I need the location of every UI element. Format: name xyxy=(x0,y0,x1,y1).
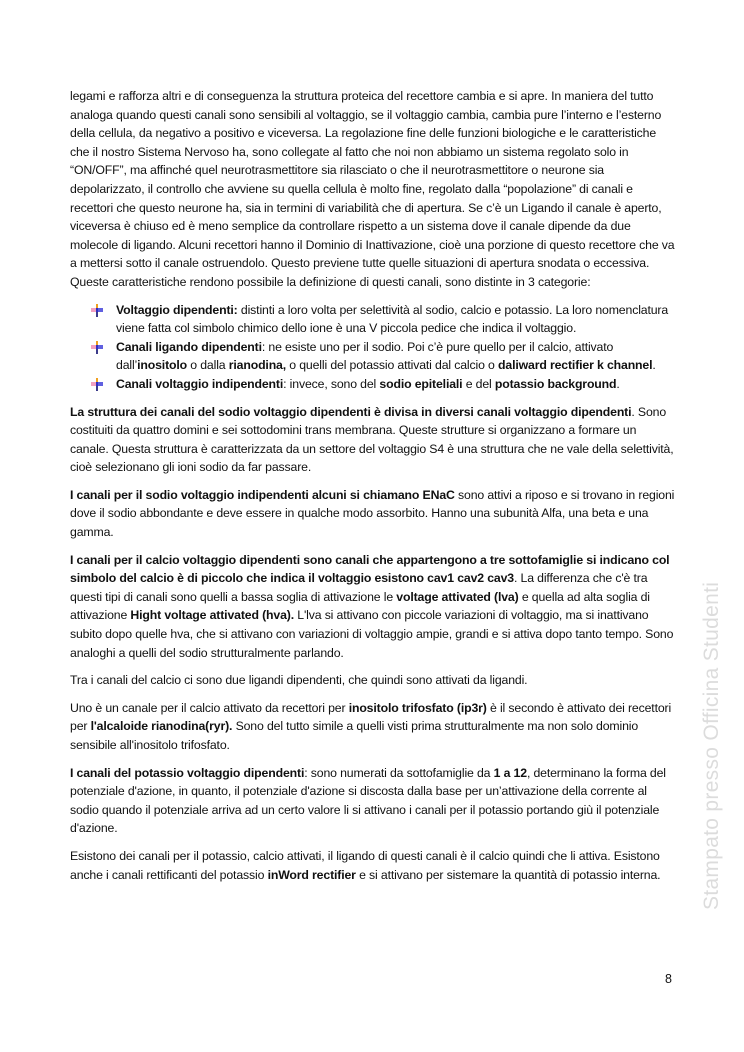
paragraph-calcio-ligandi xyxy=(70,671,676,690)
text-run: : sono numerati da sottofamiglie da xyxy=(304,765,494,780)
bold-text: I canali del potassio voltaggio dipendenti xyxy=(70,765,305,780)
arrow-down-bullet-icon xyxy=(90,378,104,391)
bullet-text xyxy=(116,303,668,336)
text-run: o quelli del potassio attivati dal calcio o xyxy=(286,358,499,373)
document-page xyxy=(70,87,676,893)
text-run: è il secondo è attivato dei recettori per xyxy=(70,700,672,734)
bold-text: inositolo xyxy=(137,358,188,373)
paragraph-enac xyxy=(70,486,676,542)
bold-text: daliward rectifier k channel xyxy=(498,358,653,373)
text-run: Esistono dei canali per il potassio, calcio attivati, il ligando di questi canali è il calcio quindi che li attiva. Esistono anche i canali rettificanti del potassio xyxy=(70,848,660,882)
text-run: o dalla xyxy=(187,358,229,373)
text-run: e quella ad alta soglia di attivazione xyxy=(70,589,650,623)
text-run: L'lva si attivano con piccole variazioni di voltaggio, ma si inattivano subito dopo quelle hva, che si attivano con variazioni di voltaggio ampie, grandi e si attiva dopo tanto tempo. Sono analoghi a quelli del sodio strutturalmente parlando. xyxy=(70,608,674,660)
list-item-voltaggio-indipendenti xyxy=(116,375,676,394)
text-run: e si attivano per sistemare la quantità di potassio interna. xyxy=(355,867,661,882)
text-run: distinti a loro volta per selettività al sodio, calcio e potassio. La loro nomenclatura viene fatta col simbolo chimico dello ione è una V piccola pedice che indica il voltaggio. xyxy=(116,302,669,336)
text-run: . La differenza che c'è tra questi tipi di canali sono quelli a bassa soglia di attivazione le xyxy=(70,571,648,604)
bold-text: potassio background xyxy=(494,376,617,391)
text-run: Uno è un canale per il calcio attivato da recettori per xyxy=(70,700,349,715)
arrow-down-bullet-icon xyxy=(90,341,104,354)
text-run: : invece, sono del xyxy=(283,376,380,391)
bold-text: l'alcaloide rianodina(ryr). xyxy=(90,719,233,734)
text-run: legami e rafforza altri e di conseguenza la struttura proteica del recettore cambia e si apre. In maniera del tutto analoga quando questi canali sono sensibili al voltaggio, se il voltaggio cambia, cambia pure l’interno e l’esterno della cellula, da negativo a positivo e viceversa. La regolazione fine delle funzioni biologiche e le caratteristiche che il nostro Sistema Nervoso ha, sono collegate al fatto che noi non abbiamo un sistema regolato solo in “ON/OFF”, ma affinché quel neurotrasmettitore sia rilasciato o che il neurotrasmettitore o neurone sia depolarizzato, il controllo che avviene su quella cellula è molto fine, regolato dalla “popolazione” di canali e recettori che questo neurone ha, sia in termini di variabilità che di apertura. Se c’è un Ligando il canale è aperto, viceversa è chiuso ed è meno semplice da controllare rispetto a un sistema dove il canale dipende da due molecole di ligando. Alcuni recettori hanno il Dominio di Inattivazione, cioè una porzione di questo recettore che va a mettersi sotto il canale ostruendolo. Questo previene tutte quelle situazioni di apertura snodata o eccessiva. Queste caratteristiche rendono possibile la definizione di questi canali, sono distinte in 3 categorie: xyxy=(70,89,675,289)
paragraph-intro xyxy=(70,87,676,292)
paragraph-potassio-calcio-attivati xyxy=(70,847,676,884)
arrow-down-bullet-icon xyxy=(90,304,104,317)
bold-text: Voltaggio dipendenti: xyxy=(116,302,238,317)
bold-text: voltage attivated (lva) xyxy=(396,589,519,604)
bold-text: I canali per il calcio voltaggio dipendenti sono canali che appartengono a tre sottofamiglie si indicano col simbolo del calcio è di piccolo che indica il voltaggio esistono cav1 cav2 cav3 xyxy=(70,552,670,586)
text-run: , determinano la forma del potenziale d'azione, in quanto, il potenziale d'azione si discosta dalla base per un’attivazione della corrente al sodio quando il potenziale arriva ad un certo valore li si attivano i canali per il potassio portando giù il potenziale d'azione. xyxy=(70,765,666,836)
bold-text: inWord rectifier xyxy=(267,867,356,882)
text-run: sono attivi a riposo e si trovano in regioni dove il sodio abbondante e deve essere in qualche modo assorbito. Hanno una subunità Alfa, una beta e una gamma. xyxy=(70,487,675,540)
channel-categories-list xyxy=(70,301,676,394)
text-run: . xyxy=(616,376,620,391)
bold-text: La struttura dei canali del sodio voltaggio dipendenti è divisa in diversi canali voltaggio dipendenti xyxy=(70,404,632,419)
bold-text: rianodina, xyxy=(228,358,287,373)
watermark: Stampato presso Officina Studenti xyxy=(700,581,723,910)
text-run: Sono del tutto simile a quelli visti prima strutturalmente ma non solo dominio sensibile all'inositolo trifosfato. xyxy=(70,719,639,752)
text-run: . xyxy=(652,358,656,373)
bold-text: Canali voltaggio indipendenti xyxy=(116,376,284,391)
list-item-ligando-dipendenti xyxy=(116,338,676,375)
text-run: Tra i canali del calcio ci sono due ligandi dipendenti, che quindi sono attivati da ligandi. xyxy=(70,673,528,688)
bullet-text xyxy=(116,377,620,391)
paragraph-calcio-voltaggio-dipendenti xyxy=(70,551,676,663)
paragraph-ip3r-ryr xyxy=(70,699,676,755)
paragraph-sodio-voltaggio-dipendenti xyxy=(70,403,676,477)
text-run: : ne esiste uno per il sodio. Poi c’è pure quello per il calcio, attivato dall’ xyxy=(116,339,614,373)
bold-text: Hight voltage attivated (hva). xyxy=(130,608,294,623)
bold-text: sodio epiteliali xyxy=(379,376,463,391)
bold-text: I canali per il sodio voltaggio indipendenti alcuni si chiamano ENaC xyxy=(70,487,455,502)
list-item-voltaggio-dipendenti xyxy=(116,301,676,338)
text-run: e del xyxy=(462,376,495,391)
bold-text: inositolo trifosfato (ip3r) xyxy=(348,700,487,715)
bullet-text xyxy=(116,340,656,373)
text-run: . Sono costituiti da quattro domini e sei sottodomini trans membrana. Queste strutture si organizzano a formare un canale. Questa struttura è caratterizzata da un settore del voltaggio S4 è una struttura che ne vale della selettività, cioè selezionano gli ioni sodio da far passare. xyxy=(70,404,674,475)
page-number: 8 xyxy=(665,972,672,986)
bold-text: 1 a 12 xyxy=(493,765,527,780)
bold-text: Canali ligando dipendenti xyxy=(116,339,262,354)
paragraph-potassio-voltaggio-dipendenti xyxy=(70,764,676,838)
